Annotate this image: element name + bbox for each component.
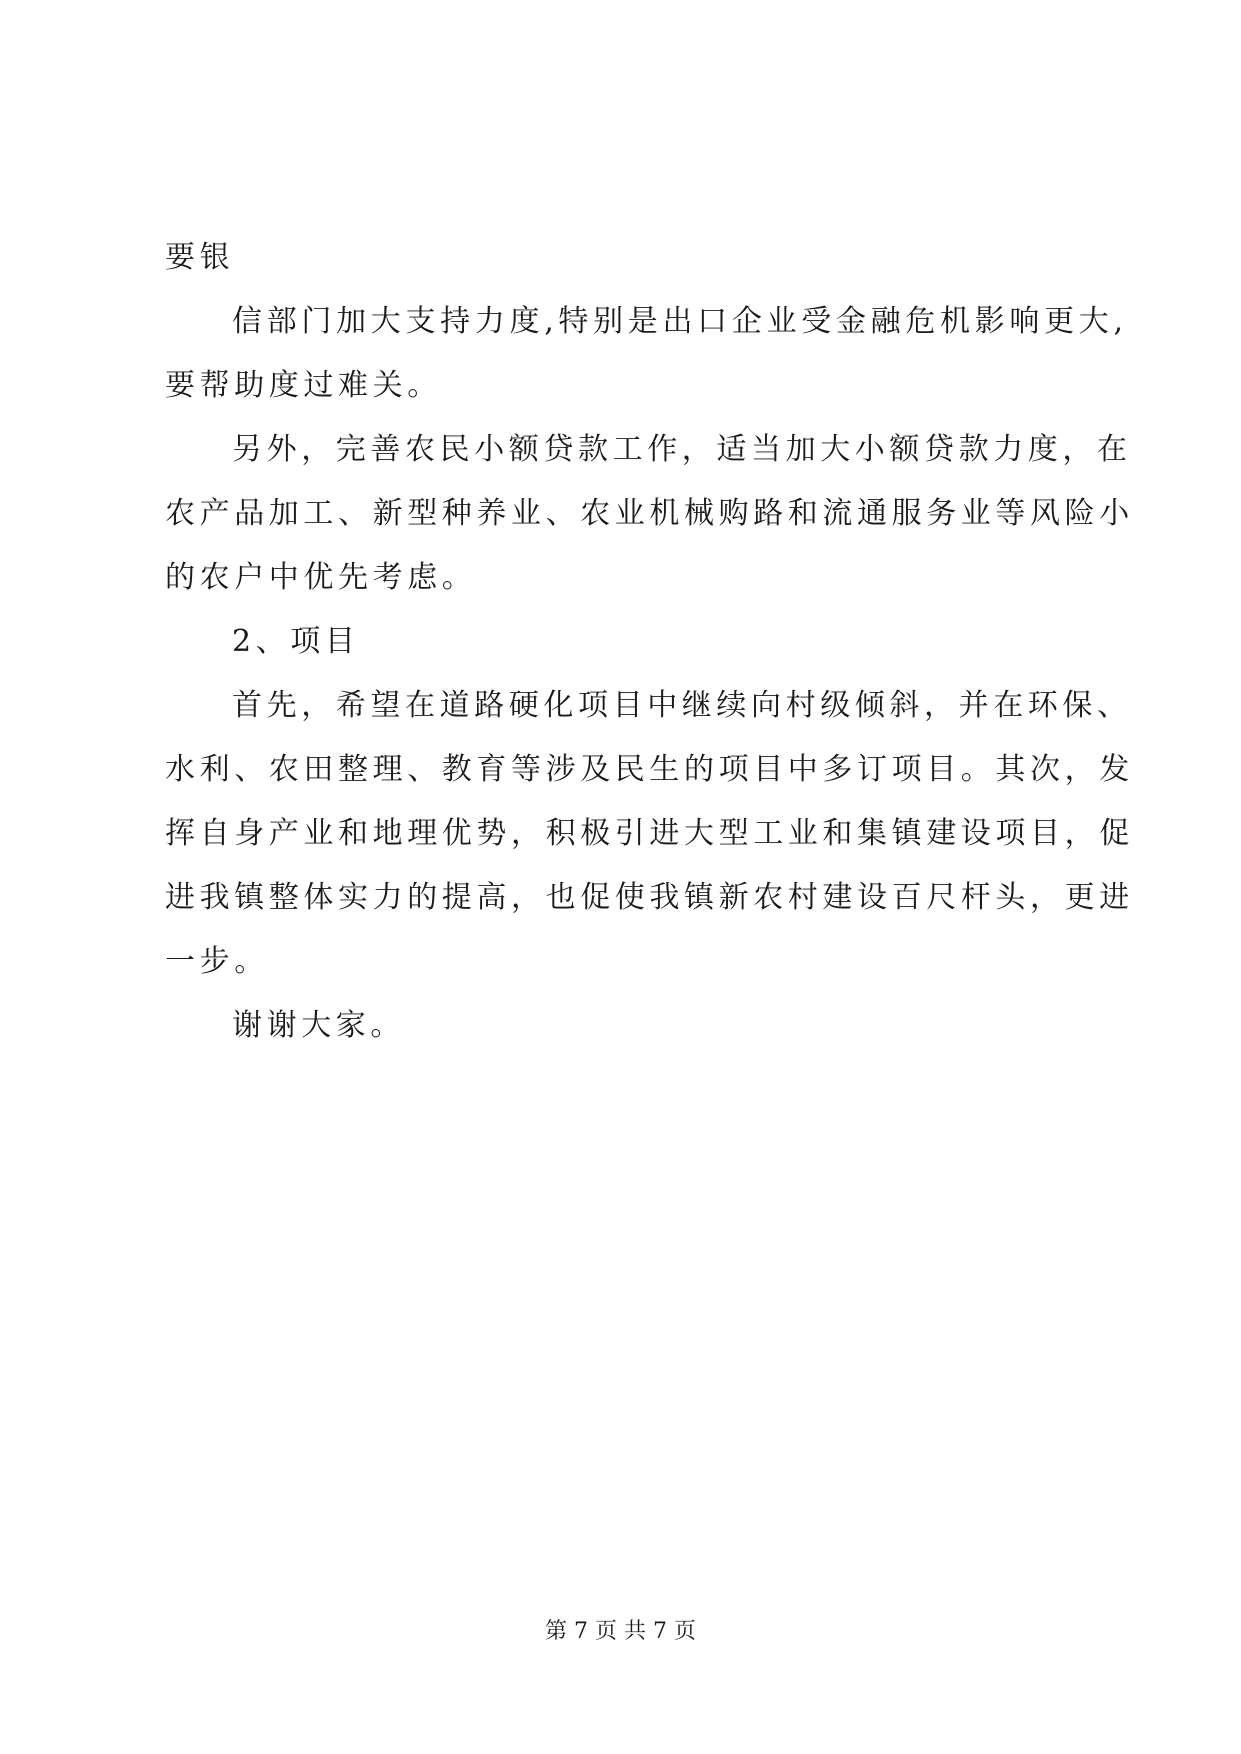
- text-line: 一步。: [165, 944, 269, 979]
- text-line: 谢谢大家。: [232, 1008, 405, 1043]
- text-line: 进我镇整体实力的提高，也促使我镇新农村建设百尺杆头，更进: [165, 880, 1134, 915]
- section-heading: 2、项目: [232, 624, 360, 659]
- text-line: 农产品加工、新型种养业、农业机械购路和流通服务业等风险小: [165, 496, 1134, 531]
- text-line: 信部门加大支持力度,特别是出口企业受金融危机影响更大,: [232, 304, 1123, 339]
- text-line: 挥自身产业和地理优势，积极引进大型工业和集镇建设项目，促: [165, 816, 1134, 851]
- text-line: 要帮助度过难关。: [165, 368, 442, 403]
- text-line: 的农户中优先考虑。: [165, 560, 477, 595]
- text-line: 水利、农田整理、教育等涉及民生的项目中多订项目。其次，发: [165, 752, 1134, 787]
- text-line: 要银: [165, 240, 235, 275]
- page-number-footer: 第 7 页 共 7 页: [545, 1619, 696, 1644]
- text-line: 首先，希望在道路硬化项目中继续向村级倾斜，并在环保、: [232, 688, 1132, 723]
- text-line: 另外，完善农民小额贷款工作，适当加大小额贷款力度，在: [232, 432, 1132, 467]
